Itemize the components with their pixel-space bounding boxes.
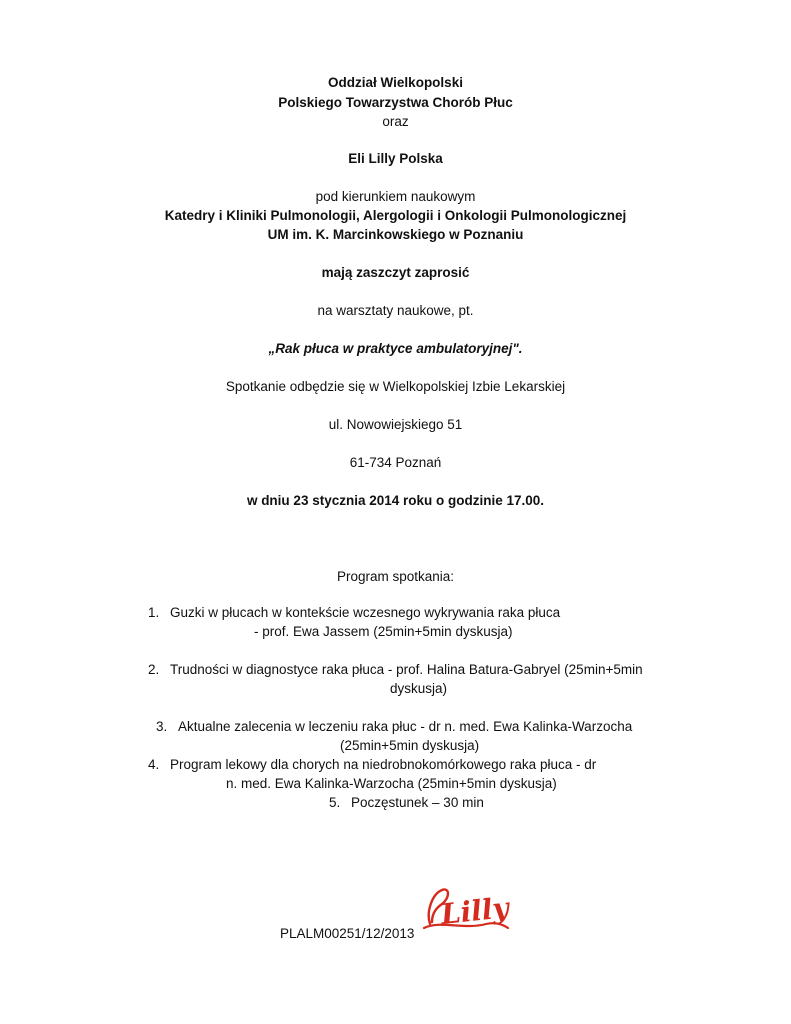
program-item-number: 1. [148,605,160,620]
program-item-text: Trudności w diagnostyce raka płuca - prof. Halina Batura-Gabryel (25min+5min [170,662,643,677]
program-item-text: Poczęstunek – 30 min [351,795,484,810]
sponsor-line: Eli Lilly Polska [348,151,443,166]
lilly-logo [420,884,516,940]
dept-line-2: UM im. K. Marcinkowskiego w Poznaniu [267,227,524,242]
program-item-text: Guzki w płucach w kontekście wczesnego wykrywania raka płuca [170,605,561,620]
honor-line: mają zaszczyt zaprosić [321,265,470,280]
program-item-number: 5. [329,795,341,810]
program-item-1-cont: - prof. Ewa Jassem (25min+5min dyskusja) [254,624,513,639]
dept-line-1: Katedry i Kliniki Pulmonologii, Alergologii i Onkologii Pulmonologicznej [164,208,627,223]
program-item-4-cont: n. med. Ewa Kalinka-Warzocha (25min+5min dyskusja) [226,776,557,791]
date-line: w dniu 23 stycznia 2014 roku o godzinie 17.00. [246,493,545,508]
program-item-number: 4. [148,757,160,772]
org-line-1: Oddział Wielkopolski [328,75,463,90]
program-item-5 [329,794,484,812]
org-line-2: Polskiego Towarzystwa Chorób Płuc [278,95,513,110]
program-item-4 [148,756,596,774]
program-item-text: Aktualne zalecenia w leczeniu raka płuc - dr n. med. Ewa Kalinka-Warzocha [178,719,633,734]
program-item-3 [156,718,632,736]
street-line: ul. Nowowiejskiego 51 [328,417,463,432]
workshop-title: „Rak płuca w praktyce ambulatoryjnej". [268,341,523,356]
program-item-number: 2. [148,662,160,677]
program-item-1 [148,604,560,622]
program-item-3-cont: (25min+5min dyskusja) [340,738,480,753]
program-item-text: Program lekowy dla chorych na niedrobnokomórkowego raka płuca - dr [170,757,597,772]
program-item-2 [148,661,643,679]
program-item-2-cont: dyskusja) [390,681,448,696]
workshop-line: na warsztaty naukowe, pt. [317,303,474,318]
under-line: pod kierunkiem naukowym [315,189,476,204]
and-line: oraz [382,114,409,129]
venue-line: Spotkanie odbędzie się w Wielkopolskiej Izbie Lekarskiej [225,379,566,394]
city-line: 61-734 Poznań [349,455,442,470]
document-code: PLALM00251/12/2013 [280,926,415,941]
lilly-logo-wordmark: Lilly [439,891,511,931]
program-heading: Program spotkania: [336,569,455,584]
program-item-number: 3. [156,719,168,734]
